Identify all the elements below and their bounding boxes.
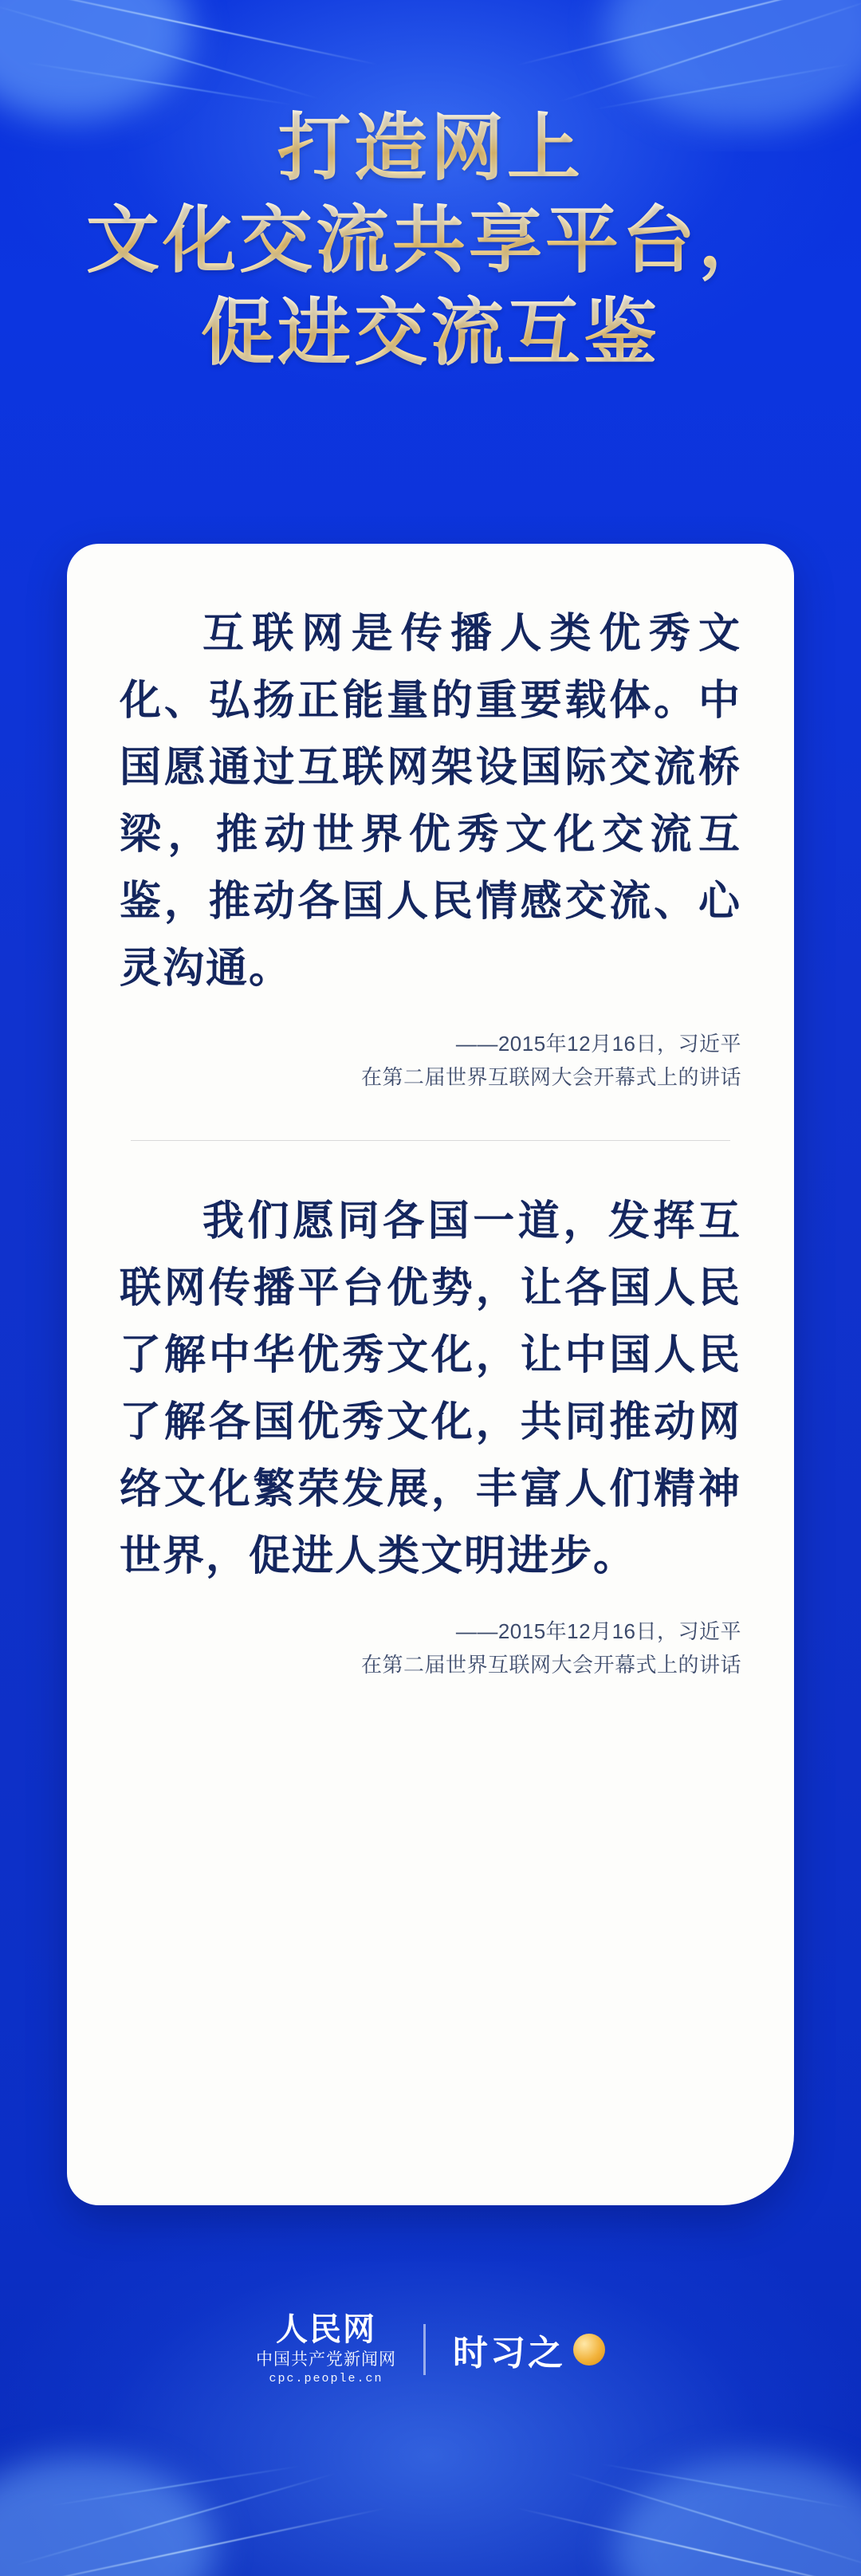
title-line-1: 打造网上 — [0, 102, 861, 195]
people-cn-logo-url: cpc.people.cn — [269, 2372, 383, 2385]
quote-attribution-1-line-2: 在第二届世界互联网大会开幕式上的讲话 — [360, 1065, 741, 1089]
shixizhi-logo — [453, 2324, 605, 2375]
seal-icon — [573, 2334, 605, 2366]
decorative-light-streaks-bottom — [0, 2425, 861, 2576]
quote-attribution-1-line-1: ——2015年12月16日，习近平 — [455, 1032, 741, 1056]
quote-card — [67, 544, 794, 2205]
shixizhi-logo-text: 时习之 — [453, 2333, 565, 2373]
section-divider — [131, 1140, 730, 1141]
quote-text-2: 我们愿同各国一道，发挥互联网传播平台优势，让各国人民了解中华优秀文化，让中国人民了解各国优秀文化，共同推动网络文化繁荣发展，丰富人们精神世界，促进人类文明进步。 — [120, 1199, 741, 1579]
page-title — [0, 102, 861, 380]
quote-attribution-2 — [120, 1614, 741, 1681]
footer-logos — [0, 2311, 861, 2385]
quote-block-2 — [120, 1189, 741, 1681]
quote-attribution-1 — [120, 1027, 741, 1094]
people-cn-logo-name: 人民网 — [276, 2311, 376, 2347]
quote-text-1: 互联网是传播人类优秀文化、弘扬正能量的重要载体。中国愿通过互联网架设国际交流桥梁，推动世界优秀文化交流互鉴，推动各国人民情感交流、心灵沟通。 — [120, 612, 741, 992]
people-cn-logo-subtitle: 中国共产党新闻网 — [256, 2350, 396, 2369]
people-cn-logo — [256, 2311, 396, 2385]
quote-block-1 — [120, 601, 741, 1094]
logo-divider — [423, 2324, 426, 2375]
title-line-2: 文化交流共享平台， — [0, 195, 861, 287]
quote-attribution-2-line-1: ——2015年12月16日，习近平 — [455, 1619, 741, 1643]
quote-attribution-2-line-2: 在第二届世界互联网大会开幕式上的讲话 — [360, 1653, 741, 1677]
title-line-3: 促进交流互鉴 — [0, 287, 861, 380]
